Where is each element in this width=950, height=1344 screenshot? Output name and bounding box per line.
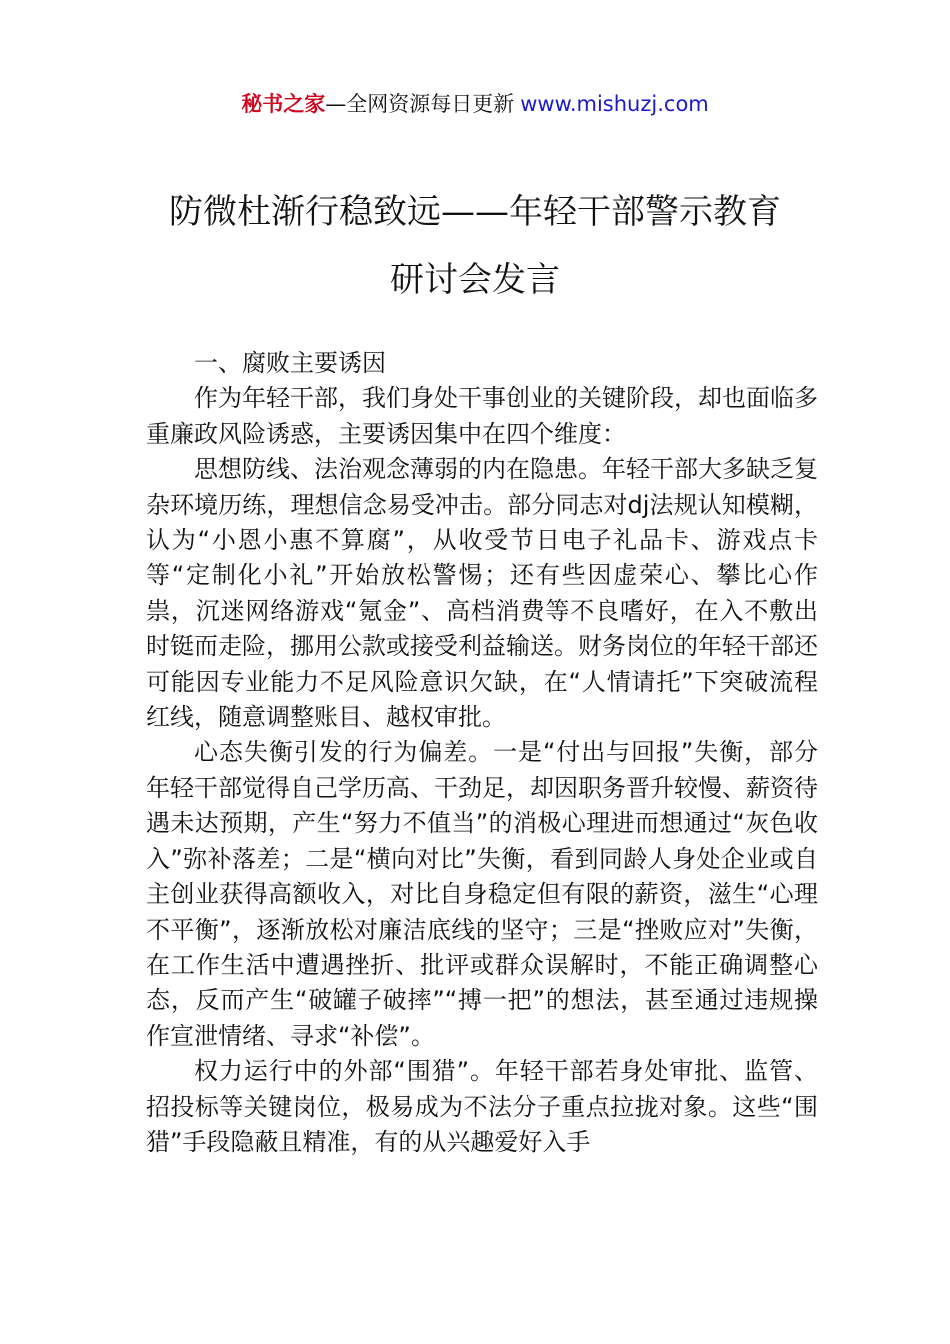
document-title-line-1: 防微杜渐行稳致远——年轻干部警示教育 (169, 192, 781, 232)
site-tagline: —全网资源每日更新 (325, 92, 515, 116)
site-brand: 秘书之家 (241, 92, 326, 116)
body-paragraph: 权力运行中的外部“围猎”。年轻干部若身处审批、监管、招投标等关键岗位，极易成为不法分子重点拉拢对象。这些“围猎”手段隐蔽且精准，有的从兴趣爱好入手 (146, 1057, 818, 1156)
body-paragraph: 作为年轻干部，我们身处干事创业的关键阶段，却也面临多重廉政风险诱惑，主要诱因集中在四个维度： (146, 384, 818, 448)
body-paragraph: 心态失衡引发的行为偏差。一是“付出与回报”失衡，部分年轻干部觉得自己学历高、干劲足，却因职务晋升较慢、薪资待遇未达预期，产生“努力不值当”的消极心理进而想通过“灰色收入”弥补落差；二是“横向对比”失衡，看到同龄人身处企业或自主创业获得高额收入，对比自身稳定但有限的薪资，滋生“心理不平衡”，逐渐放松对廉洁底线的坚守；三是“挫败应对”失衡，在工作生活中遭遇挫折、批评或群众误解时，不能正确调整心态，反而产生“破罐子破摔”“搏一把”的想法，甚至通过违规操作宣泄情绪、寻求“补偿”。 (146, 738, 818, 1050)
site-url-link[interactable]: www.mishuzj.com (520, 92, 709, 116)
document-title-line-2: 研讨会发言 (390, 260, 560, 300)
document-body (146, 346, 818, 1160)
section-heading: 一、腐败主要诱因 (194, 349, 386, 377)
site-header (0, 88, 950, 120)
body-paragraph: 思想防线、法治观念薄弱的内在隐患。年轻干部大多缺乏复杂环境历练，理想信念易受冲击。部分同志对dj法规认知模糊，认为“小恩小惠不算腐”，从收受节日电子礼品卡、游戏点卡等“定制化小礼”开始放松警惕；还有些因虚荣心、攀比心作祟，沉迷网络游戏“氪金”、高档消费等不良嗜好，在入不敷出时铤而走险，挪用公款或接受利益输送。财务岗位的年轻干部还可能因专业能力不足风险意识欠缺，在“人情请托”下突破流程红线，随意调整账目、越权审批。 (146, 455, 818, 732)
